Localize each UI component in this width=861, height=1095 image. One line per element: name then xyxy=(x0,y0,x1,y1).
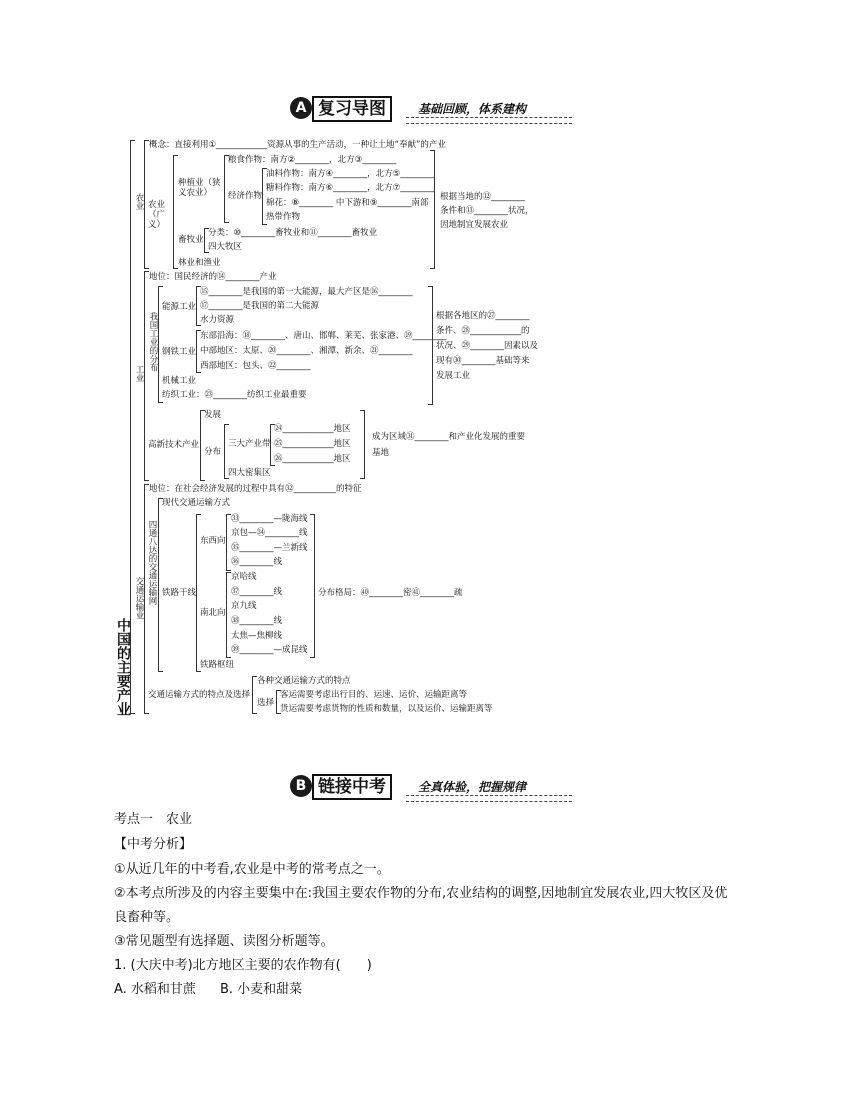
transport-ns4: ㊳________线 xyxy=(231,616,283,626)
industry-right-1: 根据各地区的㉗________ xyxy=(436,311,530,321)
transport-ns3: 京九线 xyxy=(231,601,257,611)
industry-label: 工业 xyxy=(134,365,144,382)
transport-select: 选择 xyxy=(257,698,275,708)
topic-heading: 考点一 农业 xyxy=(114,812,193,827)
industry-b3: ㉖____________地区 xyxy=(274,454,351,464)
industry-machine: 机械工业 xyxy=(162,376,197,386)
analysis-point-1: ①从近几年的中考看,农业是中考的常考点之一。 xyxy=(114,862,390,877)
root-brace xyxy=(130,140,135,714)
banner-b-title: 链接中考 xyxy=(312,774,392,800)
banner-b-subtitle: 全真体验，把握规律 xyxy=(418,780,527,794)
industry-cluster: 四大密集区 xyxy=(228,468,271,478)
industry-e2: ⑰________是我国的第二大能源 xyxy=(200,301,320,311)
industry-right-brace xyxy=(428,286,433,405)
industry-b2: ㉕____________地区 xyxy=(274,439,351,449)
question-1: 1. (大庆中考)北方地区主要的农作物有( ) xyxy=(114,958,372,973)
agri-oil: 油料作物：南方④________，北方⑤________ xyxy=(266,169,435,179)
industry-s2: 中部地区：太原、⑳________、湘潭、新余、㉑________ xyxy=(200,346,413,356)
agri-pastoral: 四大牧区 xyxy=(208,242,243,252)
agri-division: 分类：⑩________畜牧业和⑪________畜牧业 xyxy=(208,228,378,238)
map-root: 中国的主要产业 xyxy=(115,618,131,716)
industry-textile: 纺织工业：㉓________纺织工业最重要 xyxy=(162,390,307,400)
transport-freight: 货运需要考虑货物的性质和数量，以及运价、运输距离等 xyxy=(280,704,493,714)
banner-a-rule xyxy=(406,117,572,124)
transport-modern: 现代交通运输方式 xyxy=(162,498,231,508)
industry-energy: 能源工业 xyxy=(162,302,197,312)
industry-e3: 水力资源 xyxy=(200,315,235,325)
transport-ns6: ㊴________—成昆线 xyxy=(231,645,308,655)
banner-a-title: 复习导图 xyxy=(312,96,392,122)
agri-husbandry: 畜牧业 xyxy=(178,235,204,245)
planting-brace xyxy=(224,155,229,223)
hitech-right-brace xyxy=(360,410,365,479)
hitech-brace xyxy=(200,410,205,481)
agri-right-brace xyxy=(430,150,435,269)
banner-b-rule xyxy=(406,795,572,802)
banner-a-badge: A xyxy=(290,97,312,119)
industry-right-2: 条件、㉘____________的 xyxy=(436,326,530,336)
transport-ns2: ㊲________线 xyxy=(231,587,283,597)
transport-net: 四通八达的交通运输网 xyxy=(147,520,157,605)
agri-planting: 种植业（狭义农业） xyxy=(178,178,221,198)
industry-distrib: 分布 xyxy=(204,447,222,457)
transport-label: 交通运输业 xyxy=(134,577,144,620)
net-brace xyxy=(158,498,163,672)
transport-ew4: ㊱________线 xyxy=(231,557,283,567)
industry-hitech: 高新技术产业 xyxy=(148,440,200,450)
agri-broad: 农业（广义） xyxy=(148,200,166,230)
industry-develop: 发展 xyxy=(204,410,222,420)
analysis-point-3: ③常见题型有选择题、读图分析题等。 xyxy=(114,934,334,949)
hitech-right-1: 成为区域㉛________和产业化发展的重要 xyxy=(372,432,526,442)
broad-brace xyxy=(173,155,178,269)
agri-sugar: 糖料作物：南方⑥________，北方⑦________ xyxy=(266,183,435,193)
transport-hub: 铁路枢纽 xyxy=(200,660,235,670)
question-1-option-b: B. 小麦和甜菜 xyxy=(220,982,303,997)
industry-b1: ㉔____________地区 xyxy=(274,424,351,434)
industry-position: 地位：国民经济的⑭________产业 xyxy=(149,272,277,282)
analysis-point-2b: 良畜种等。 xyxy=(114,910,180,925)
agri-right-3: 因地制宜发展农业 xyxy=(440,220,509,230)
transport-ew3: ㉟________—兰新线 xyxy=(231,543,308,553)
industry-e1: ⑮________是我国的第一大能源，最大产区是⑯________ xyxy=(200,287,413,297)
agri-label: 农业 xyxy=(134,193,144,210)
transport-rail: 铁路干线 xyxy=(162,588,197,598)
rail-right-brace xyxy=(310,514,315,658)
industry-belt: 三大产业带 xyxy=(228,439,271,449)
industry-right-5: 发展工业 xyxy=(436,371,471,381)
hitech-right-2: 基地 xyxy=(372,448,390,458)
industry-right-3: 状况、㉙________因素以及 xyxy=(436,341,539,351)
analysis-heading: 【中考分析】 xyxy=(114,837,193,852)
transport-position: 地位：在社会经济发展的过程中具有㉜__________的特征 xyxy=(149,484,362,494)
agri-right-1: 根据当地的⑫________ xyxy=(440,192,526,202)
transport-ns1: 京哈线 xyxy=(231,572,257,582)
transport-features: 各种交通运输方式的特点 xyxy=(257,676,351,686)
transport-ew2: 京包—㉞________线 xyxy=(231,528,308,538)
transport-ew1: ㉝________—陇海线 xyxy=(231,514,308,524)
industry-s3: 西部地区：包头、㉒________ xyxy=(200,361,311,371)
agri-grain: 粮食作物：南方②________，北方③________ xyxy=(228,155,397,165)
agri-cotton: 棉花：⑧________ 中下游和⑨________南部 xyxy=(266,198,429,208)
transport-passenger: 客运需要考虑出行目的、运速、运价、运输距离等 xyxy=(280,690,468,700)
agri-right-2: 条件和⑬________状况， xyxy=(440,206,534,216)
analysis-point-2a: ②本考点所涉及的内容主要集中在:我国主要农作物的分布,农业结构的调整,因地制宜发展农业,四大牧区及优 xyxy=(114,886,728,901)
agri-econ: 经济作物 xyxy=(228,191,263,201)
agri-tropical: 热带作物 xyxy=(266,212,301,222)
transport-ns5: 太焦—焦柳线 xyxy=(231,631,283,641)
transport-choose: 交通运输方式的特点及选择 xyxy=(148,690,251,700)
transport-ns: 南北向 xyxy=(200,608,226,618)
industry-right-4: 现有㉚________基础等来 xyxy=(436,356,530,366)
industry-distribution: 我国工业的分布 xyxy=(148,312,158,372)
banner-b-badge: B xyxy=(290,775,312,797)
transport-ew: 东西向 xyxy=(200,536,226,546)
industry-s1: 东部沿海：⑱________、唐山、邯郸、莱芜、张家港、⑲________ xyxy=(200,331,447,341)
agri-forest: 林业和渔业 xyxy=(178,258,221,268)
banner-a-subtitle: 基础回顾，体系建构 xyxy=(418,102,527,116)
agri-concept: 概念：直接利用①____________资源从事的生产活动，一种让土地“奉献”的产业 xyxy=(149,140,446,150)
question-1-option-a: A. 水稻和甘蔗 xyxy=(114,982,196,997)
transport-pattern: 分布格局：㊵________密㊶________疏 xyxy=(318,588,463,598)
industry-steel: 钢铁工业 xyxy=(162,347,197,357)
